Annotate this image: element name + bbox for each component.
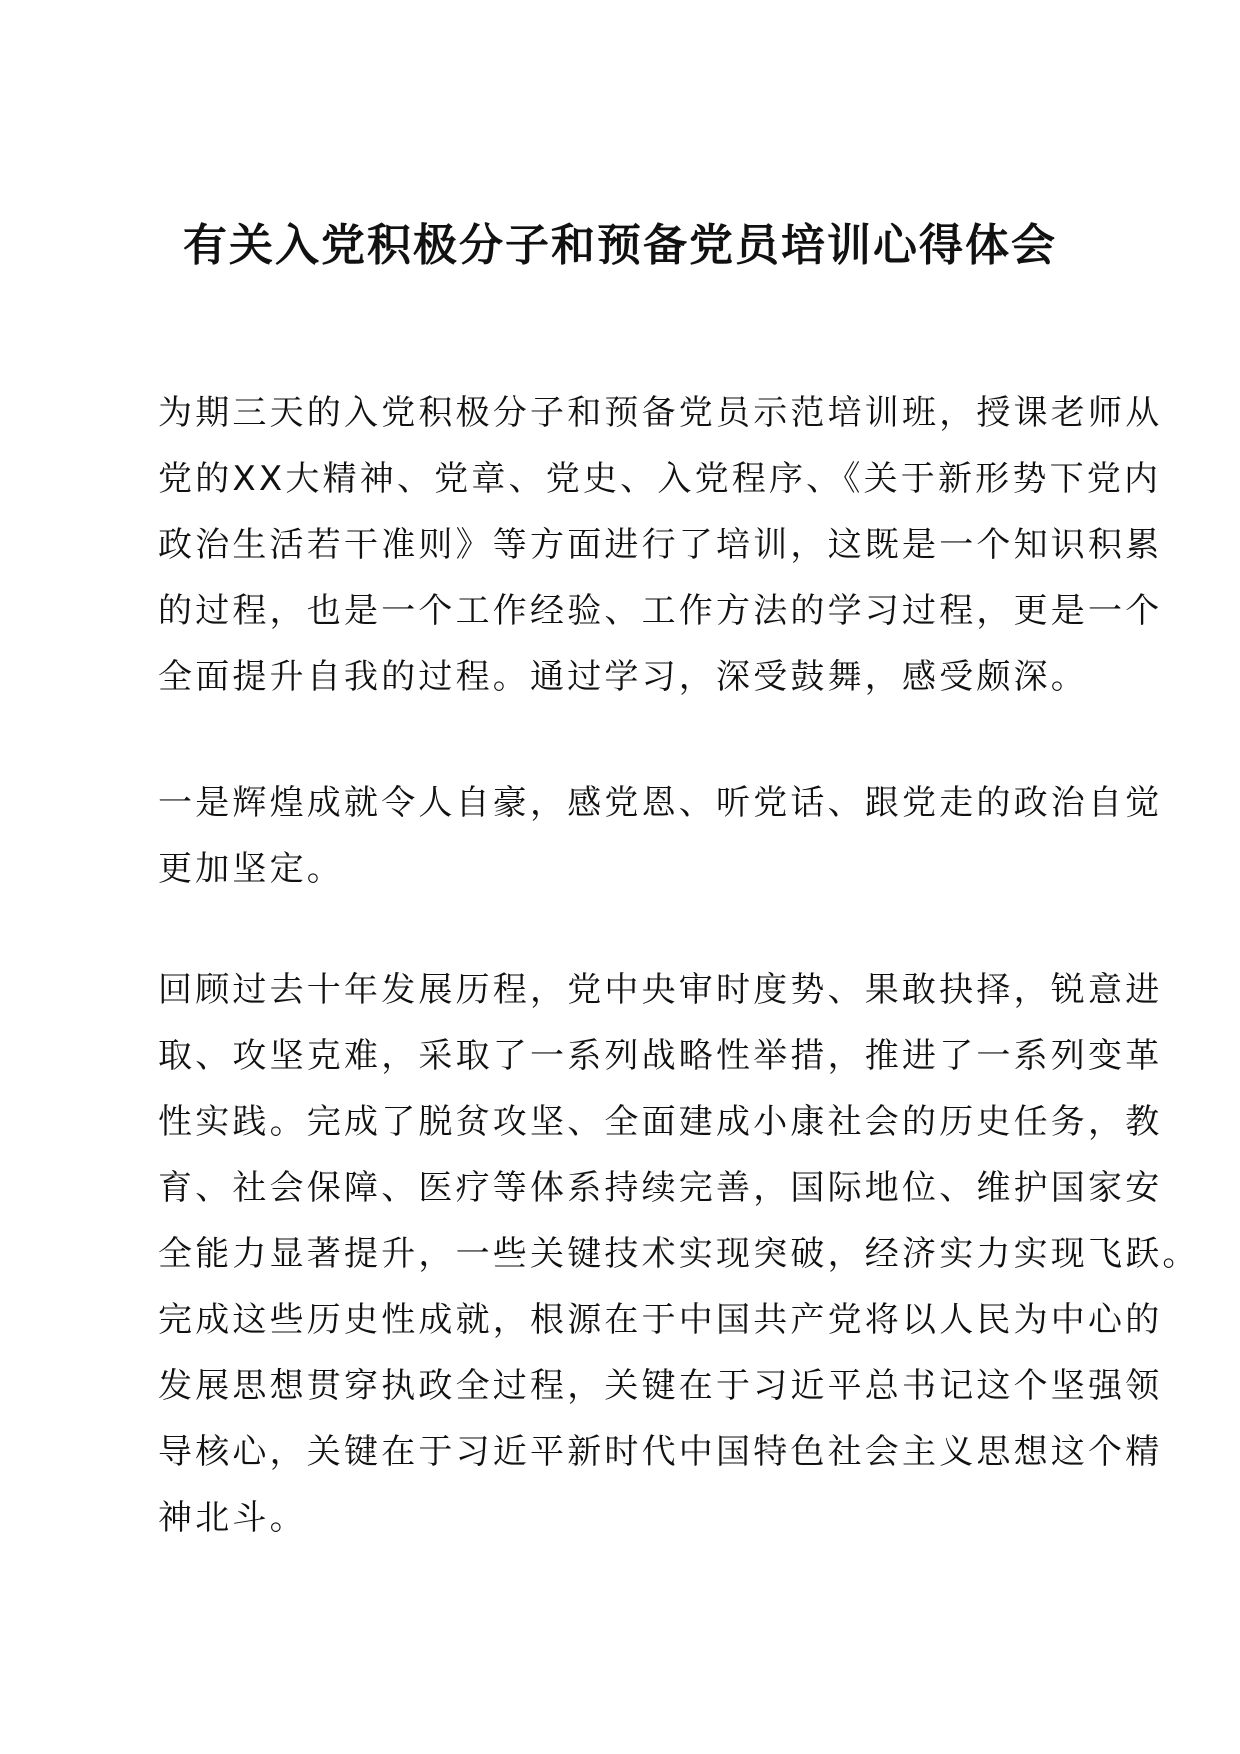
paragraph-line: 神北斗。 — [158, 1498, 307, 1538]
paragraph-line: 导核心，关键在于习近平新时代中国特色社会主义思想这个精 — [158, 1432, 1163, 1472]
paragraph-line: 一是辉煌成就令人自豪，感党恩、听党话、跟党走的政治自觉 — [158, 783, 1163, 823]
paragraph-line: 政治生活若干准则》等方面进行了培训，这既是一个知识积累 — [158, 525, 1163, 565]
paragraph-line: 完成这些历史性成就，根源在于中国共产党将以人民为中心的 — [158, 1300, 1163, 1340]
paragraph-review — [158, 957, 1200, 1551]
paragraph-line: 发展思想贯穿执政全过程，关键在于习近平总书记这个坚强领 — [158, 1366, 1163, 1406]
paragraph-line: 取、攻坚克难，采取了一系列战略性举措，推进了一系列变革 — [158, 1036, 1163, 1076]
paragraph-line: 党的XX大精神、党章、党史、入党程序、《关于新形势下党内 — [158, 459, 1162, 499]
document-title: 有关入党积极分子和预备党员培训心得体会 — [183, 220, 1057, 271]
paragraph-line: 育、社会保障、医疗等体系持续完善，国际地位、维护国家安 — [158, 1168, 1163, 1208]
paragraph-line: 性实践。完成了脱贫攻坚、全面建成小康社会的历史任务，教 — [158, 1102, 1163, 1142]
paragraph-line: 更加坚定。 — [158, 849, 344, 889]
paragraph-line: 的过程，也是一个工作经验、工作方法的学习过程，更是一个 — [158, 591, 1163, 631]
paragraph-intro — [158, 380, 1163, 710]
paragraph-point-one — [158, 770, 1163, 902]
paragraph-line: 为期三天的入党积极分子和预备党员示范培训班，授课老师从 — [158, 393, 1163, 433]
paragraph-line: 全能力显著提升，一些关键技术实现突破，经济实力实现飞跃。 — [158, 1234, 1200, 1274]
paragraph-line: 全面提升自我的过程。通过学习，深受鼓舞，感受颇深。 — [158, 657, 1088, 697]
paragraph-line: 回顾过去十年发展历程，党中央审时度势、果敢抉择，锐意进 — [158, 970, 1163, 1010]
